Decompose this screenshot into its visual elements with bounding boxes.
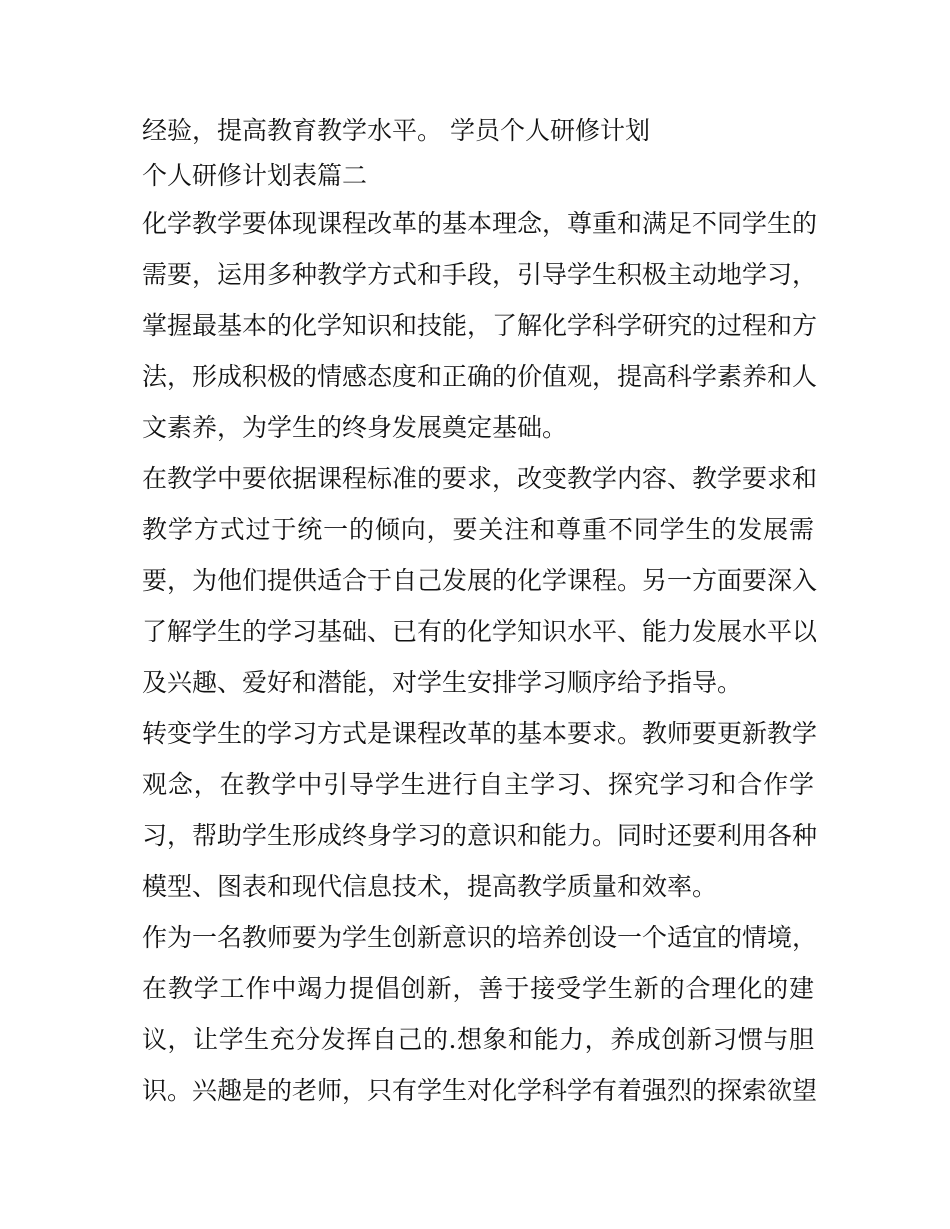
- section-heading: 个人研修计划表篇二: [142, 161, 368, 190]
- text-line: 化学教学要体现课程改革的基本理念，尊重和满足不同学生的: [142, 209, 818, 238]
- document-body: [142, 108, 818, 1116]
- text-line: 掌握最基本的化学知识和技能，了解化学科学研究的过程和方: [142, 311, 818, 340]
- text-line: 法，形成积极的情感态度和正确的价值观，提高科学素养和人: [142, 362, 818, 391]
- text-line: 教学方式过于统一的倾向，要关注和尊重不同学生的发展需: [142, 515, 814, 544]
- text-line: 在教学中要依据课程标准的要求，改变教学内容、教学要求和: [142, 464, 818, 493]
- text-line: 了解学生的学习基础、已有的化学知识水平、能力发展水平以: [142, 617, 818, 646]
- text-line: 转变学生的学习方式是课程改革的基本要求。教师要更新教学: [142, 719, 818, 748]
- text-line: 文素养，为学生的终身发展奠定基础。: [142, 413, 568, 442]
- text-line: 作为一名教师要为学生创新意识的培养创设一个适宜的情境，: [142, 923, 818, 952]
- text-line: 议，让学生充分发挥自己的.想象和能力，养成创新习惯与胆: [142, 1025, 814, 1054]
- text-line: 经验，提高教育教学水平。 学员个人研修计划: [142, 116, 650, 145]
- text-line: 需要，运用多种教学方式和手段，引导学生积极主动地学习，: [142, 260, 818, 289]
- text-line: 模型、图表和现代信息技术，提高教学质量和效率。: [142, 872, 718, 901]
- text-line: 在教学工作中竭力提倡创新，善于接受学生新的合理化的建: [142, 974, 814, 1003]
- text-line: 观念，在教学中引导学生进行自主学习、探究学习和合作学: [142, 770, 814, 799]
- text-line: 及兴趣、爱好和潜能，对学生安排学习顺序给予指导。: [142, 668, 743, 697]
- text-line: 识。兴趣是的老师，只有学生对化学科学有着强烈的探索欲望: [142, 1076, 818, 1105]
- text-line: 习，帮助学生形成终身学习的意识和能力。同时还要利用各种: [142, 821, 818, 850]
- text-line: 要，为他们提供适合于自己发展的化学课程。另一方面要深入: [142, 566, 818, 595]
